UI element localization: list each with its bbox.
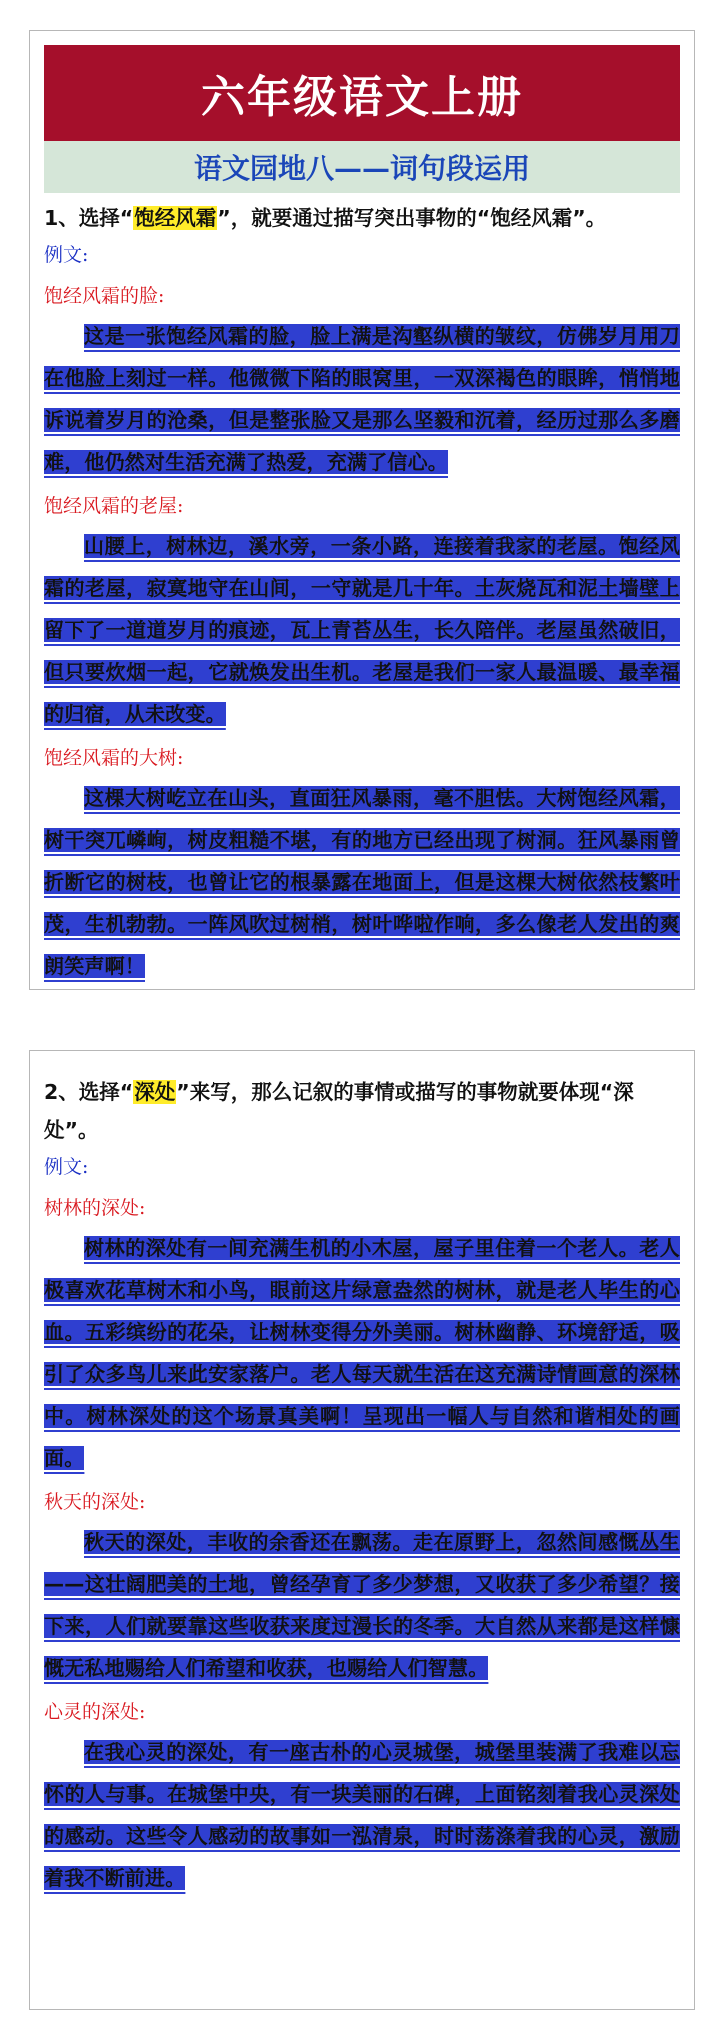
example-heading: 饱经风霜的脸:: [44, 285, 165, 307]
example-heading: 秋天的深处:: [44, 1491, 146, 1513]
section-2-content: [30, 1073, 694, 1899]
highlighted-keyword: 深处: [134, 1080, 176, 1104]
prompt-text-after: ”，就要通过描写突出事物的“饱经风霜”。: [217, 206, 607, 230]
example-heading: 饱经风霜的大树:: [44, 747, 184, 769]
page-title: 六年级语文上册: [201, 72, 523, 123]
section-1-prompt: [44, 199, 680, 237]
exercise-card-1: [29, 30, 695, 990]
example-paragraph-text: 在我心灵的深处，有一座古朴的心灵城堡，城堡里装满了我难以忘怀的人与事。在城堡中央，有一块美丽的石碑，上面铭刻着我心灵深处的感动。这些令人感动的故事如一泓清泉，时时荡涤着我的心灵，激励着我不断前进。: [44, 1740, 680, 1890]
page-subtitle: 语文园地八——词句段运用: [193, 152, 530, 185]
section-2-prompt: [44, 1073, 680, 1149]
prompt-text-after: ”来写，那么记叙的事情或描写的事物就要体现“深处”。: [44, 1080, 634, 1142]
example-heading: 树林的深处:: [44, 1197, 146, 1219]
page-title-banner: [44, 45, 680, 141]
exercise-card-2: [29, 1050, 695, 2010]
highlighted-keyword: 饱经风霜: [134, 206, 217, 230]
example-paragraph: [44, 315, 680, 483]
example-paragraph-text: 这是一张饱经风霜的脸，脸上满是沟壑纵横的皱纹，仿佛岁月用刀在他脸上刻过一样。他微微下陷的眼窝里，一双深褐色的眼眸，悄悄地诉说着岁月的沧桑，但是整张脸又是那么坚毅和沉着，经历过那么多磨难，他仍然对生活充满了热爱，充满了信心。: [44, 324, 680, 474]
example-paragraph-text: 秋天的深处，丰收的余香还在飘荡。走在原野上，忽然间感慨丛生——这壮阔肥美的土地，曾经孕育了多少梦想，又收获了多少希望？接下来，人们就要靠这些收获来度过漫长的冬季。大自然从来都是这样慷慨无私地赐给人们希望和收获，也赐给人们智慧。: [44, 1530, 680, 1680]
example-label: 例文:: [44, 1156, 89, 1178]
example-paragraph-text: 这棵大树屹立在山头，直面狂风暴雨，毫不胆怯。大树饱经风霜，树干突兀嶙峋，树皮粗糙不堪，有的地方已经出现了树洞。狂风暴雨曾折断它的树枝，也曾让它的根暴露在地面上，但是这棵大树依然枝繁叶茂，生机勃勃。一阵风吹过树梢，树叶哗啦作响，多么像老人发出的爽朗笑声啊！: [44, 786, 680, 978]
example-paragraph: [44, 1521, 680, 1689]
subtitle-banner: [44, 141, 680, 193]
example-heading: 饱经风霜的老屋:: [44, 495, 184, 517]
prompt-text-before: 2、选择“: [44, 1080, 134, 1104]
example-paragraph: [44, 1731, 680, 1899]
prompt-text-before: 1、选择“: [44, 206, 134, 230]
example-paragraph-text: 树林的深处有一间充满生机的小木屋，屋子里住着一个老人。老人极喜欢花草树木和小鸟，眼前这片绿意盎然的树林，就是老人毕生的心血。五彩缤纷的花朵，让树林变得分外美丽。树林幽静、环境舒适，吸引了众多鸟儿来此安家落户。老人每天就生活在这充满诗情画意的深林中。树林深处的这个场景真美啊！呈现出一幅人与自然和谐相处的画面。: [44, 1236, 680, 1470]
example-paragraph-text: 山腰上，树林边，溪水旁，一条小路，连接着我家的老屋。饱经风霜的老屋，寂寞地守在山间，一守就是几十年。土灰烧瓦和泥土墙壁上留下了一道道岁月的痕迹，瓦上青苔丛生，长久陪伴。老屋虽然破旧，但只要炊烟一起，它就焕发出生机。老屋是我们一家人最温暖、最幸福的归宿，从未改变。: [44, 534, 680, 726]
example-paragraph: [44, 525, 680, 735]
example-label: 例文:: [44, 244, 89, 266]
example-paragraph: [44, 777, 680, 987]
example-paragraph: [44, 1227, 680, 1479]
section-1-content: [30, 199, 694, 987]
example-heading: 心灵的深处:: [44, 1701, 146, 1723]
